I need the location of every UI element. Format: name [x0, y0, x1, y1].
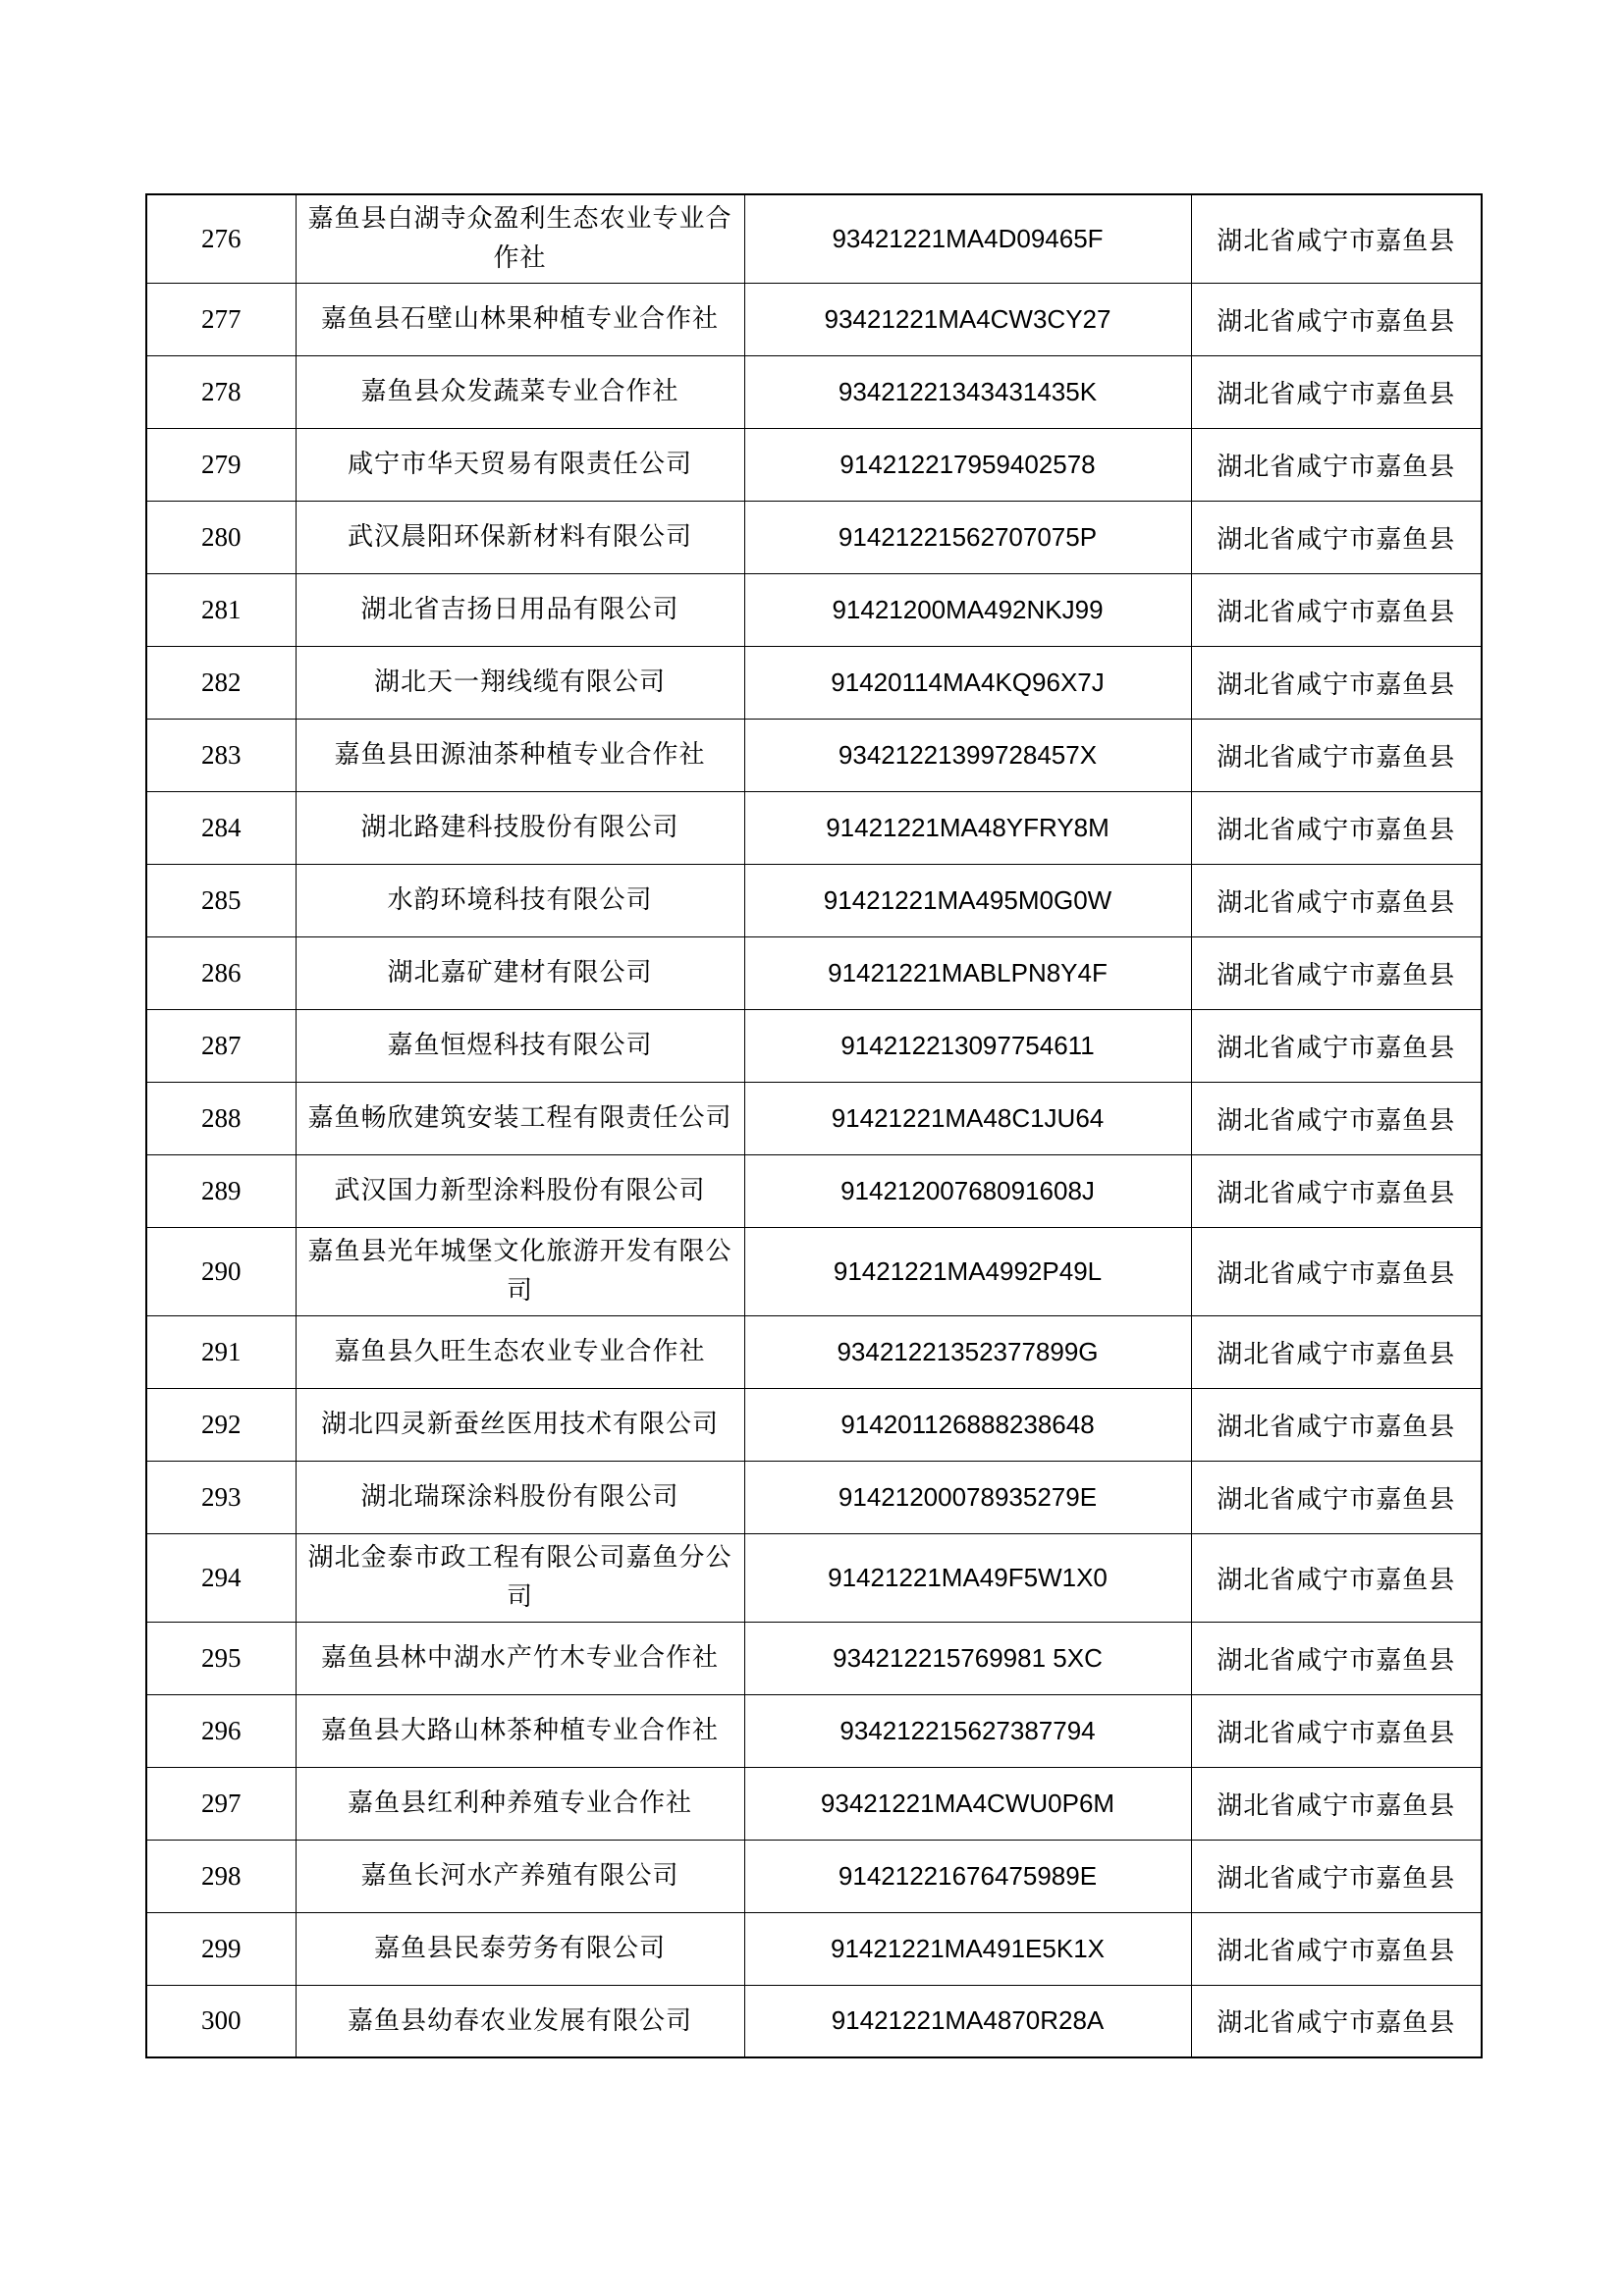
company-name: 湖北瑞琛涂料股份有限公司	[296, 1461, 744, 1533]
credit-code: 934212215769981 5XC	[744, 1622, 1191, 1694]
credit-code: 91421221MA48C1JU64	[744, 1082, 1191, 1154]
row-number: 279	[146, 428, 296, 501]
address: 湖北省咸宁市嘉鱼县	[1191, 719, 1482, 791]
table-row	[146, 194, 1482, 283]
address: 湖北省咸宁市嘉鱼县	[1191, 936, 1482, 1009]
table-row	[146, 1154, 1482, 1227]
row-number: 286	[146, 936, 296, 1009]
company-name: 嘉鱼县石壁山林果种植专业合作社	[296, 283, 744, 355]
credit-code: 914201126888238648	[744, 1388, 1191, 1461]
address: 湖北省咸宁市嘉鱼县	[1191, 1227, 1482, 1315]
company-name: 嘉鱼县光年城堡文化旅游开发有限公司	[296, 1227, 744, 1315]
address: 湖北省咸宁市嘉鱼县	[1191, 1154, 1482, 1227]
table-row	[146, 283, 1482, 355]
credit-code: 93421221MA4CW3CY27	[744, 283, 1191, 355]
company-name: 嘉鱼长河水产养殖有限公司	[296, 1840, 744, 1912]
company-name: 湖北四灵新蚕丝医用技术有限公司	[296, 1388, 744, 1461]
company-name: 嘉鱼畅欣建筑安装工程有限责任公司	[296, 1082, 744, 1154]
credit-code: 91421221MA4870R28A	[744, 1985, 1191, 2057]
address: 湖北省咸宁市嘉鱼县	[1191, 791, 1482, 864]
row-number: 291	[146, 1315, 296, 1388]
company-name: 嘉鱼县林中湖水产竹木专业合作社	[296, 1622, 744, 1694]
table-row	[146, 1767, 1482, 1840]
address: 湖北省咸宁市嘉鱼县	[1191, 501, 1482, 573]
company-name: 嘉鱼县久旺生态农业专业合作社	[296, 1315, 744, 1388]
company-name: 湖北省吉扬日用品有限公司	[296, 573, 744, 646]
row-number: 294	[146, 1533, 296, 1622]
row-number: 292	[146, 1388, 296, 1461]
address: 湖北省咸宁市嘉鱼县	[1191, 1985, 1482, 2057]
credit-code: 91421221MA491E5K1X	[744, 1912, 1191, 1985]
table-row	[146, 501, 1482, 573]
credit-code: 91421200078935279E	[744, 1461, 1191, 1533]
address: 湖北省咸宁市嘉鱼县	[1191, 1767, 1482, 1840]
address: 湖北省咸宁市嘉鱼县	[1191, 1082, 1482, 1154]
address: 湖北省咸宁市嘉鱼县	[1191, 1388, 1482, 1461]
row-number: 277	[146, 283, 296, 355]
address: 湖北省咸宁市嘉鱼县	[1191, 1694, 1482, 1767]
row-number: 282	[146, 646, 296, 719]
row-number: 283	[146, 719, 296, 791]
row-number: 293	[146, 1461, 296, 1533]
table-row	[146, 1227, 1482, 1315]
table-row	[146, 719, 1482, 791]
table-row	[146, 1082, 1482, 1154]
table-row	[146, 1533, 1482, 1622]
address: 湖北省咸宁市嘉鱼县	[1191, 1009, 1482, 1082]
row-number: 287	[146, 1009, 296, 1082]
table-row	[146, 791, 1482, 864]
table-row	[146, 1840, 1482, 1912]
credit-code: 93421221399728457X	[744, 719, 1191, 791]
table-row	[146, 573, 1482, 646]
row-number: 276	[146, 194, 296, 283]
credit-code: 91421221562707075P	[744, 501, 1191, 573]
address: 湖北省咸宁市嘉鱼县	[1191, 355, 1482, 428]
company-name: 嘉鱼县幼春农业发展有限公司	[296, 1985, 744, 2057]
row-number: 285	[146, 864, 296, 936]
address: 湖北省咸宁市嘉鱼县	[1191, 1622, 1482, 1694]
company-name: 武汉晨阳环保新材料有限公司	[296, 501, 744, 573]
row-number: 278	[146, 355, 296, 428]
address: 湖北省咸宁市嘉鱼县	[1191, 573, 1482, 646]
company-name: 湖北嘉矿建材有限公司	[296, 936, 744, 1009]
row-number: 288	[146, 1082, 296, 1154]
company-name: 嘉鱼县民泰劳务有限公司	[296, 1912, 744, 1985]
table-row	[146, 1009, 1482, 1082]
address: 湖北省咸宁市嘉鱼县	[1191, 283, 1482, 355]
row-number: 280	[146, 501, 296, 573]
credit-code: 93421221MA4D09465F	[744, 194, 1191, 283]
table-row	[146, 1315, 1482, 1388]
credit-code: 91421200MA492NKJ99	[744, 573, 1191, 646]
company-name: 湖北天一翔线缆有限公司	[296, 646, 744, 719]
table-row	[146, 1985, 1482, 2057]
document-page	[145, 193, 1481, 2058]
row-number: 295	[146, 1622, 296, 1694]
company-name: 嘉鱼县白湖寺众盈利生态农业专业合作社	[296, 194, 744, 283]
table-row	[146, 1912, 1482, 1985]
address: 湖北省咸宁市嘉鱼县	[1191, 1912, 1482, 1985]
address: 湖北省咸宁市嘉鱼县	[1191, 194, 1482, 283]
row-number: 289	[146, 1154, 296, 1227]
credit-code: 91421221MA495M0G0W	[744, 864, 1191, 936]
table-row	[146, 1694, 1482, 1767]
credit-code: 93421221343431435K	[744, 355, 1191, 428]
company-name: 湖北路建科技股份有限公司	[296, 791, 744, 864]
table-row	[146, 646, 1482, 719]
row-number: 281	[146, 573, 296, 646]
company-name: 嘉鱼县大路山林茶种植专业合作社	[296, 1694, 744, 1767]
credit-code: 93421221352377899G	[744, 1315, 1191, 1388]
row-number: 284	[146, 791, 296, 864]
address: 湖北省咸宁市嘉鱼县	[1191, 1533, 1482, 1622]
row-number: 298	[146, 1840, 296, 1912]
credit-code: 914212217959402578	[744, 428, 1191, 501]
credit-code: 91421221MA48YFRY8M	[744, 791, 1191, 864]
company-name: 嘉鱼县红利种养殖专业合作社	[296, 1767, 744, 1840]
table-row	[146, 428, 1482, 501]
table-row	[146, 936, 1482, 1009]
row-number: 290	[146, 1227, 296, 1315]
enterprise-table	[145, 193, 1483, 2058]
row-number: 296	[146, 1694, 296, 1767]
address: 湖北省咸宁市嘉鱼县	[1191, 428, 1482, 501]
row-number: 299	[146, 1912, 296, 1985]
credit-code: 91421200768091608J	[744, 1154, 1191, 1227]
company-name: 嘉鱼县众发蔬菜专业合作社	[296, 355, 744, 428]
credit-code: 91421221MABLPN8Y4F	[744, 936, 1191, 1009]
row-number: 300	[146, 1985, 296, 2057]
table-row	[146, 1622, 1482, 1694]
address: 湖北省咸宁市嘉鱼县	[1191, 1315, 1482, 1388]
company-name: 水韵环境科技有限公司	[296, 864, 744, 936]
address: 湖北省咸宁市嘉鱼县	[1191, 864, 1482, 936]
company-name: 嘉鱼恒煜科技有限公司	[296, 1009, 744, 1082]
credit-code: 91421221676475989E	[744, 1840, 1191, 1912]
credit-code: 91420114MA4KQ96X7J	[744, 646, 1191, 719]
table-row	[146, 864, 1482, 936]
company-name: 武汉国力新型涂料股份有限公司	[296, 1154, 744, 1227]
table-row	[146, 1461, 1482, 1533]
row-number: 297	[146, 1767, 296, 1840]
credit-code: 93421221MA4CWU0P6M	[744, 1767, 1191, 1840]
credit-code: 91421221MA4992P49L	[744, 1227, 1191, 1315]
table-row	[146, 1388, 1482, 1461]
company-name: 嘉鱼县田源油茶种植专业合作社	[296, 719, 744, 791]
credit-code: 934212215627387794	[744, 1694, 1191, 1767]
credit-code: 91421221MA49F5W1X0	[744, 1533, 1191, 1622]
credit-code: 914212213097754611	[744, 1009, 1191, 1082]
company-name: 湖北金泰市政工程有限公司嘉鱼分公司	[296, 1533, 744, 1622]
address: 湖北省咸宁市嘉鱼县	[1191, 646, 1482, 719]
address: 湖北省咸宁市嘉鱼县	[1191, 1840, 1482, 1912]
enterprise-table-body	[146, 194, 1482, 2057]
table-row	[146, 355, 1482, 428]
company-name: 咸宁市华天贸易有限责任公司	[296, 428, 744, 501]
address: 湖北省咸宁市嘉鱼县	[1191, 1461, 1482, 1533]
